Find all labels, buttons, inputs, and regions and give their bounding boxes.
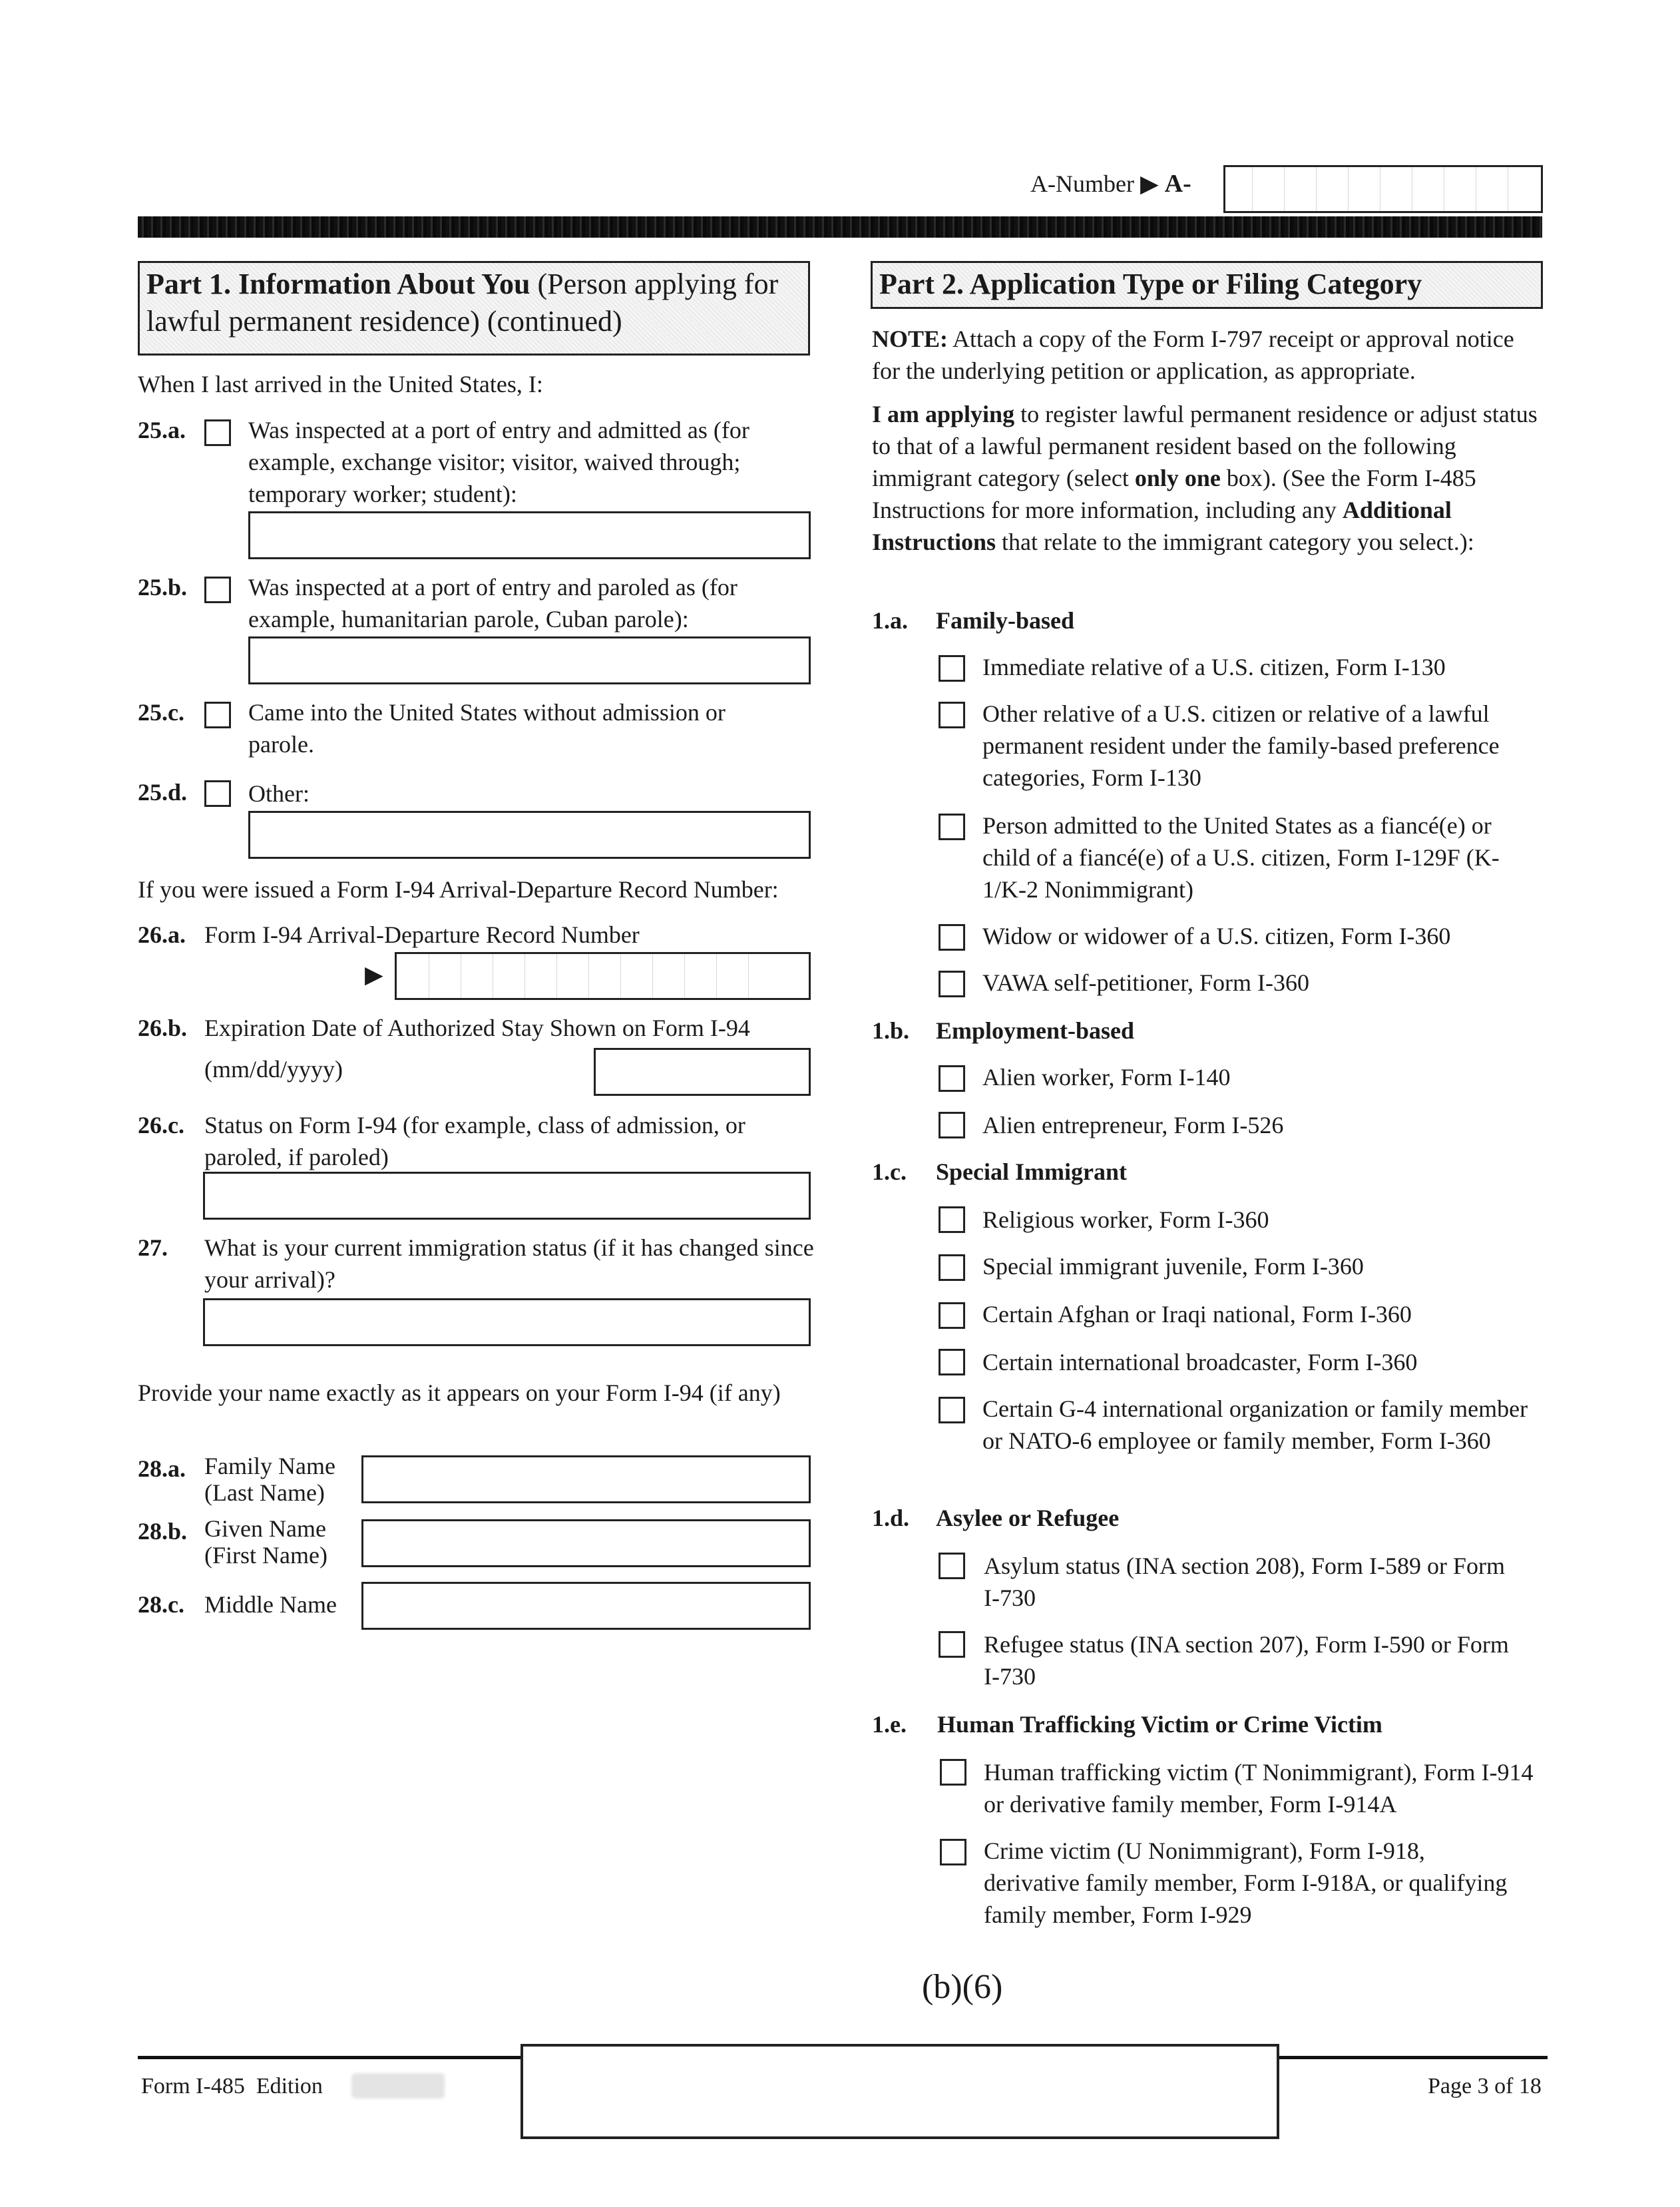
a-number-label-text: A-Number	[1030, 170, 1134, 197]
category-checkbox[interactable]	[939, 1302, 965, 1329]
q25c-label: Came into the United States without admission or parole.	[248, 699, 726, 758]
arrow-right-icon: ▶	[365, 961, 383, 988]
expiration-date-field[interactable]	[594, 1048, 811, 1096]
redaction-code: (b)(6)	[922, 1968, 1003, 2006]
field-segment	[588, 954, 589, 998]
footer-rule-right	[1278, 2056, 1548, 2059]
category-label: Person admitted to the United States as a fiancé(e) or child of a fiancé(e) of a U.S. citizen, Form I-129F (K-1/K-2 Nonimmigrant)	[982, 812, 1500, 903]
section-1c-number: 1.c.	[872, 1158, 907, 1185]
category-label: Widow or widower of a U.S. citizen, Form I-360	[982, 923, 1451, 949]
category-label: Other relative of a U.S. citizen or relative of a lawful permanent resident under the family-based preference categories, Form I-130	[982, 700, 1500, 791]
section-1b-number: 1.b.	[872, 1017, 910, 1044]
field-segment	[716, 954, 717, 998]
arrow-right-icon: ▶	[1140, 170, 1159, 197]
q28b-label: Given Name (First Name)	[204, 1515, 327, 1569]
category-checkbox[interactable]	[940, 1759, 966, 1786]
section-1d-title: Asylee or Refugee	[936, 1505, 1120, 1531]
family-name-input[interactable]	[361, 1455, 811, 1503]
q27-input[interactable]	[203, 1298, 811, 1346]
q26c-number: 26.c.	[138, 1112, 184, 1138]
applying-text: box). (See the Form I-485 Instructions for more information, including any	[872, 465, 1476, 523]
field-segment	[684, 954, 685, 998]
arrival-intro: When I last arrived in the United States, I:	[138, 371, 543, 397]
given-name-input[interactable]	[361, 1519, 811, 1567]
q28b-number: 28.b.	[138, 1518, 188, 1545]
section-1e-number: 1.e.	[872, 1711, 907, 1738]
i94-number-field[interactable]	[395, 952, 811, 1000]
applying-text: to register lawful permanent residence or adjust status to that of a lawful permanent resident based on the following immigrant category (select	[872, 401, 1538, 491]
q26c-input[interactable]	[203, 1172, 811, 1220]
field-segment	[748, 954, 749, 998]
section-1d-number: 1.d.	[872, 1505, 910, 1531]
category-checkbox[interactable]	[939, 1553, 965, 1579]
q28c-label: Middle Name	[204, 1591, 337, 1618]
q26b-number: 26.b.	[138, 1015, 188, 1041]
q25d-checkbox[interactable]	[204, 780, 231, 807]
field-segment	[1316, 167, 1317, 211]
a-number-field[interactable]	[1223, 165, 1543, 213]
category-label: Certain Afghan or Iraqi national, Form I-360	[982, 1301, 1412, 1328]
field-segment	[1348, 167, 1349, 211]
part1-title: Part 1. Information About You	[146, 268, 530, 300]
category-checkbox[interactable]	[939, 971, 965, 997]
category-label: Alien worker, Form I-140	[982, 1064, 1231, 1091]
category-label: Certain international broadcaster, Form I-360	[982, 1349, 1418, 1375]
category-label: Alien entrepreneur, Form I-526	[982, 1112, 1284, 1138]
header-divider-bar	[138, 216, 1542, 238]
category-label: Refugee status (INA section 207), Form I-590 or Form I-730	[984, 1631, 1509, 1690]
q26a-label: Form I-94 Arrival-Departure Record Number	[204, 921, 640, 948]
q28a-label: Family Name (Last Name)	[204, 1453, 335, 1506]
q28c-number: 28.c.	[138, 1591, 184, 1618]
barcode-area-box	[521, 2044, 1279, 2139]
q25d-label: Other:	[248, 780, 310, 807]
category-checkbox[interactable]	[939, 702, 965, 728]
category-label: Special immigrant juvenile, Form I-360	[982, 1253, 1364, 1280]
section-1a-number: 1.a.	[872, 607, 908, 634]
part2-note	[872, 323, 1544, 387]
category-label: Religious worker, Form I-360	[982, 1206, 1269, 1233]
name-intro: Provide your name exactly as it appears on your Form I-94 (if any)	[138, 1379, 781, 1406]
category-checkbox[interactable]	[939, 1112, 965, 1138]
field-segment	[1252, 167, 1253, 211]
form-edition-label: Form I-485 Edition	[141, 2074, 323, 2098]
q25a-number: 25.a.	[138, 417, 186, 443]
footer-rule-left	[138, 2056, 521, 2059]
applying-bold: I am applying	[872, 401, 1015, 427]
q26a-number: 26.a.	[138, 921, 186, 948]
q26b-label: Expiration Date of Authorized Stay Shown on Form I-94	[204, 1015, 750, 1041]
note-label: NOTE:	[872, 326, 948, 352]
field-segment	[652, 954, 653, 998]
note-text: Attach a copy of the Form I-797 receipt or approval notice for the underlying petition or application, as appropriate.	[872, 326, 1514, 384]
q25a-input[interactable]	[248, 511, 811, 559]
q25c-checkbox[interactable]	[204, 702, 231, 728]
q25b-label: Was inspected at a port of entry and paroled as (for example, humanitarian parole, Cuban parole):	[248, 574, 737, 632]
section-1a-title: Family-based	[936, 607, 1075, 634]
applying-text: that relate to the immigrant category you select.):	[996, 529, 1474, 555]
category-checkbox[interactable]	[939, 655, 965, 682]
q26c-label: Status on Form I-94 (for example, class of admission, or paroled, if paroled)	[204, 1112, 745, 1170]
category-label: Asylum status (INA section 208), Form I-589 or Form I-730	[984, 1553, 1505, 1611]
q25b-input[interactable]	[248, 636, 811, 684]
field-segment	[1284, 167, 1285, 211]
additional-instructions-emphasis: Additional Instructions	[872, 497, 1452, 555]
field-segment	[620, 954, 621, 998]
part2-applying-instructions	[872, 398, 1544, 558]
redacted-edition-date	[351, 2073, 445, 2098]
part2-header	[871, 261, 1543, 309]
only-one-emphasis: only one	[1134, 465, 1221, 491]
i94-intro: If you were issued a Form I-94 Arrival-Departure Record Number:	[138, 876, 779, 903]
category-label: Crime victim (U Nonimmigrant), Form I-918, derivative family member, Form I-918A, or qualifying family member, Form I-929	[984, 1838, 1508, 1928]
category-label: Human trafficking victim (T Nonimmigrant), Form I-914 or derivative family member, Form I-914A	[984, 1759, 1534, 1818]
category-label: VAWA self-petitioner, Form I-360	[982, 969, 1309, 996]
part2-title: Part 2. Application Type or Filing Category	[879, 268, 1422, 300]
a-prefix: A-	[1164, 170, 1191, 198]
category-checkbox[interactable]	[939, 1206, 965, 1233]
section-1e-title: Human Trafficking Victim or Crime Victim	[937, 1711, 1382, 1738]
field-segment	[556, 954, 557, 998]
category-checkbox[interactable]	[939, 1349, 965, 1375]
section-1b-title: Employment-based	[936, 1017, 1135, 1044]
a-number-label	[1030, 168, 1191, 200]
category-label: Certain G-4 international organization or family member or NATO-6 employee or family member, Form I-360	[982, 1395, 1528, 1454]
category-checkbox[interactable]	[939, 1397, 965, 1423]
section-1c-title: Special Immigrant	[936, 1158, 1127, 1185]
q25b-number: 25.b.	[138, 574, 188, 601]
q25d-number: 25.d.	[138, 779, 188, 806]
category-checkbox[interactable]	[939, 1631, 965, 1658]
q25d-input[interactable]	[248, 811, 811, 859]
q25a-checkbox[interactable]	[204, 419, 231, 446]
q25c-number: 25.c.	[138, 699, 184, 726]
q28a-number: 28.a.	[138, 1455, 186, 1482]
q26b-format: (mm/dd/yyyy)	[204, 1056, 343, 1083]
category-checkbox[interactable]	[939, 1254, 965, 1281]
category-label: Immediate relative of a U.S. citizen, Form I-130	[982, 654, 1446, 680]
category-checkbox[interactable]	[940, 1839, 966, 1865]
middle-name-input[interactable]	[361, 1582, 811, 1630]
q27-label: What is your current immigration status (if it has changed since your arrival)?	[204, 1234, 814, 1293]
q25a-label: Was inspected at a port of entry and admitted as (for example, exchange visitor; visitor, waived through; temporary worker; student):	[248, 417, 749, 507]
q25b-checkbox[interactable]	[204, 577, 231, 603]
category-checkbox[interactable]	[939, 924, 965, 951]
q27-number: 27.	[138, 1234, 168, 1261]
part1-subtitle: (Person applying for lawful permanent residence) (continued)	[146, 268, 779, 338]
page-number: Page 3 of 18	[1428, 2074, 1542, 2098]
part1-header	[138, 261, 810, 356]
category-checkbox[interactable]	[939, 814, 965, 840]
category-checkbox[interactable]	[939, 1065, 965, 1092]
